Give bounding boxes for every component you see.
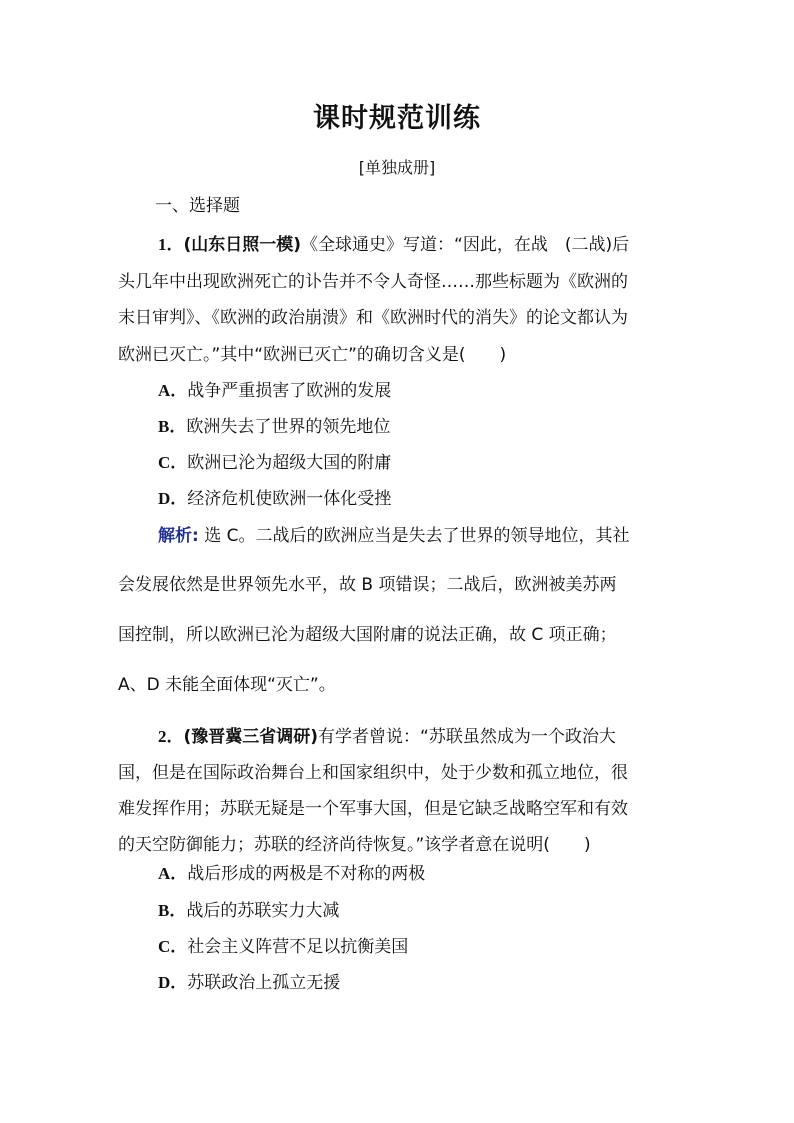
- question-1-option-c: C．欧洲已沦为超级大国的附庸: [158, 453, 392, 473]
- question-2-line-1: [158, 722, 616, 747]
- question-source: (豫晋冀三省调研): [183, 727, 319, 747]
- question-2-option-c: C．社会主义阵营不足以抗衡美国: [158, 937, 409, 957]
- question-number: 2．: [158, 727, 184, 746]
- question-1-line-2: 头几年中出现欧洲死亡的讣告并不令人奇怪……那些标题为《欧洲的: [118, 272, 628, 292]
- analysis-line-2: 会发展依然是世界领先水平，故 B 项错误；二战后，欧洲被美苏两: [118, 575, 617, 595]
- question-1-line-4: 欧洲已灭亡。”其中“欧洲已灭亡”的确切含义是( ): [118, 345, 507, 365]
- page-title: 课时规范训练: [313, 103, 481, 134]
- question-2-line-4: 的天空防御能力；苏联的经济尚待恢复。”该学者意在说明( ): [118, 835, 591, 855]
- question-2-line-2: 国，但是在国际政治舞台上和国家组织中，处于少数和孤立地位，很: [118, 763, 628, 783]
- question-1-line-3: 末日审判》、《欧洲的政治崩溃》和《欧洲时代的消失》的论文都认为: [118, 308, 628, 328]
- analysis-label: 解析:: [158, 526, 199, 546]
- question-1-option-d: D．经济危机使欧洲一体化受挫: [158, 489, 392, 509]
- analysis-line-4: A、D 未能全面体现“灭亡”。: [118, 675, 336, 695]
- question-text: 有学者曾说：“苏联虽然成为一个政治大: [318, 727, 616, 747]
- question-1-option-b: B．欧洲失去了世界的领先地位: [158, 417, 391, 437]
- question-2-option-d: D．苏联政治上孤立无援: [158, 973, 341, 993]
- question-1-line-1: [158, 230, 629, 255]
- question-text: 《全球通史》写道：“因此，在战 (二战)后: [301, 235, 630, 255]
- question-2-option-b: B．战后的苏联实力大减: [158, 901, 340, 921]
- question-number: 1．: [158, 235, 184, 254]
- analysis-line-1: 解析: 选 C。二战后的欧洲应当是失去了世界的领导地位，其社: [158, 526, 630, 546]
- question-2-line-3: 难发挥作用；苏联无疑是一个军事大国，但是它缺乏战略空军和有效: [118, 799, 628, 819]
- question-1-option-a: A．战争严重损害了欧洲的发展: [158, 381, 392, 401]
- section-heading: 一、选择题: [155, 196, 240, 216]
- page-subtitle: [单独成册]: [358, 158, 436, 177]
- question-2-option-a: A．战后形成的两极是不对称的两极: [158, 864, 426, 884]
- analysis-line-3: 国控制，所以欧洲已沦为超级大国附庸的说法正确，故 C 项正确；: [118, 625, 617, 645]
- question-source: (山东日照一模): [183, 235, 302, 255]
